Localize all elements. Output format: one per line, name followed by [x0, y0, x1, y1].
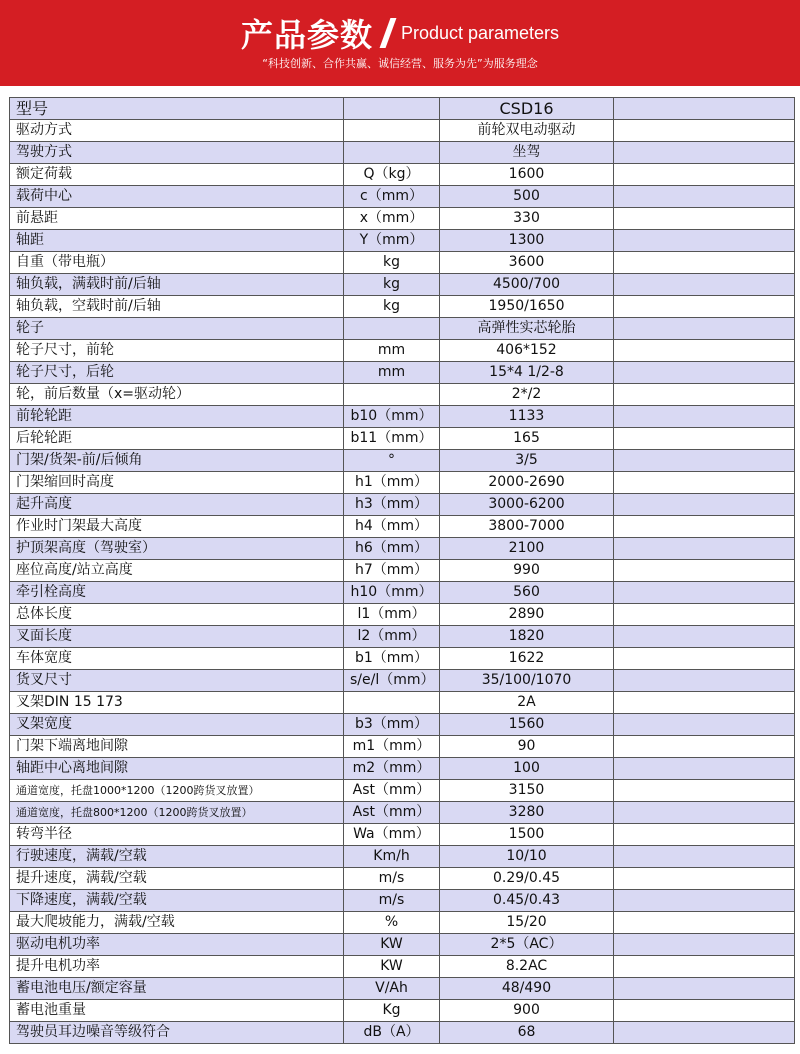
table-row [10, 230, 795, 252]
spec-unit [344, 692, 440, 714]
spec-value: 2*/2 [440, 384, 614, 406]
spec-empty-cell [614, 560, 795, 582]
spec-unit: c（mm） [344, 186, 440, 208]
spec-empty-cell [614, 868, 795, 890]
spec-name: 作业时门架最大高度 [10, 516, 344, 538]
spec-value: 4500/700 [440, 274, 614, 296]
table-row [10, 890, 795, 912]
spec-value: 15/20 [440, 912, 614, 934]
spec-empty-cell [614, 890, 795, 912]
spec-value: 1560 [440, 714, 614, 736]
spec-name: 叉架DIN 15 173 [10, 692, 344, 714]
spec-name: 通道宽度，托盘800*1200（1200跨货叉放置） [10, 802, 344, 824]
table-row [10, 846, 795, 868]
spec-name: 驾驶员耳边噪音等级符合 [10, 1022, 344, 1044]
spec-unit: kg [344, 274, 440, 296]
table-row [10, 208, 795, 230]
spec-value: 2890 [440, 604, 614, 626]
spec-name: 轮子尺寸，后轮 [10, 362, 344, 384]
banner-subtitle: “科技创新、合作共赢、诚信经营、服务为先”为服务理念 [262, 57, 538, 70]
spec-empty-cell [614, 802, 795, 824]
spec-unit: l2（mm） [344, 626, 440, 648]
spec-empty-cell [614, 956, 795, 978]
spec-unit: b11（mm） [344, 428, 440, 450]
spec-empty-cell [614, 186, 795, 208]
spec-name: 载荷中心 [10, 186, 344, 208]
spec-unit: KW [344, 934, 440, 956]
spec-name: 提升电机功率 [10, 956, 344, 978]
spec-empty-cell [614, 824, 795, 846]
spec-name: 驱动方式 [10, 120, 344, 142]
spec-name: 驱动电机功率 [10, 934, 344, 956]
spec-unit: Y（mm） [344, 230, 440, 252]
table-row [10, 670, 795, 692]
table-row [10, 296, 795, 318]
spec-value: 1300 [440, 230, 614, 252]
spec-empty-cell [614, 1000, 795, 1022]
spec-unit: m/s [344, 868, 440, 890]
spec-unit [344, 384, 440, 406]
spec-empty-cell [614, 428, 795, 450]
spec-name: 货叉尺寸 [10, 670, 344, 692]
spec-value: 1622 [440, 648, 614, 670]
spec-name: 总体长度 [10, 604, 344, 626]
spec-name: 蓄电池电压/额定容量 [10, 978, 344, 1000]
spec-value: 68 [440, 1022, 614, 1044]
spec-empty-cell [614, 582, 795, 604]
spec-table [9, 97, 795, 1044]
table-row [10, 274, 795, 296]
spec-value: 0.29/0.45 [440, 868, 614, 890]
spec-unit [344, 318, 440, 340]
spec-empty-cell [614, 164, 795, 186]
spec-empty-cell [614, 912, 795, 934]
table-row [10, 120, 795, 142]
spec-name: 牵引栓高度 [10, 582, 344, 604]
table-row [10, 186, 795, 208]
spec-unit: kg [344, 252, 440, 274]
spec-empty-cell [614, 274, 795, 296]
spec-name: 轮，前后数量（x=驱动轮） [10, 384, 344, 406]
table-row [10, 692, 795, 714]
slash-icon [380, 18, 397, 48]
spec-value: 1133 [440, 406, 614, 428]
table-row [10, 428, 795, 450]
table-row [10, 362, 795, 384]
spec-value: CSD16 [440, 98, 614, 120]
spec-name: 下降速度，满载/空载 [10, 890, 344, 912]
spec-name: 轮子 [10, 318, 344, 340]
spec-name: 额定荷载 [10, 164, 344, 186]
table-row [10, 956, 795, 978]
table-row [10, 824, 795, 846]
table-row [10, 472, 795, 494]
table-row [10, 142, 795, 164]
spec-empty-cell [614, 714, 795, 736]
spec-name: 自重（带电瓶） [10, 252, 344, 274]
spec-value: 900 [440, 1000, 614, 1022]
spec-name: 护顶架高度（驾驶室） [10, 538, 344, 560]
spec-value: 3280 [440, 802, 614, 824]
spec-unit: h6（mm） [344, 538, 440, 560]
spec-value: 48/490 [440, 978, 614, 1000]
table-row [10, 1000, 795, 1022]
spec-name: 轴负载，空载时前/后轴 [10, 296, 344, 318]
spec-value: 35/100/1070 [440, 670, 614, 692]
spec-unit: h7（mm） [344, 560, 440, 582]
spec-unit: m1（mm） [344, 736, 440, 758]
spec-empty-cell [614, 406, 795, 428]
table-row [10, 912, 795, 934]
spec-unit: % [344, 912, 440, 934]
spec-value: 3600 [440, 252, 614, 274]
table-row [10, 934, 795, 956]
spec-unit: Kg [344, 1000, 440, 1022]
spec-unit: m/s [344, 890, 440, 912]
spec-value: 15*4 1/2-8 [440, 362, 614, 384]
spec-unit: mm [344, 340, 440, 362]
spec-name: 行驶速度，满载/空载 [10, 846, 344, 868]
table-row [10, 516, 795, 538]
table-row [10, 604, 795, 626]
spec-empty-cell [614, 230, 795, 252]
spec-empty-cell [614, 626, 795, 648]
table-row [10, 450, 795, 472]
spec-name: 驾驶方式 [10, 142, 344, 164]
spec-name: 前轮轮距 [10, 406, 344, 428]
spec-value: 1500 [440, 824, 614, 846]
spec-name: 后轮轮距 [10, 428, 344, 450]
table-row [10, 802, 795, 824]
spec-name: 提升速度，满载/空载 [10, 868, 344, 890]
spec-empty-cell [614, 318, 795, 340]
spec-unit: kg [344, 296, 440, 318]
spec-name: 门架下端离地间隙 [10, 736, 344, 758]
table-row [10, 780, 795, 802]
spec-value: 10/10 [440, 846, 614, 868]
spec-empty-cell [614, 846, 795, 868]
spec-name: 叉架宽度 [10, 714, 344, 736]
table-row [10, 98, 795, 120]
spec-value: 前轮双电动驱动 [440, 120, 614, 142]
spec-value: 2000-2690 [440, 472, 614, 494]
spec-name: 轴距中心离地间隙 [10, 758, 344, 780]
spec-value: 2*5（AC） [440, 934, 614, 956]
spec-value: 高弹性实芯轮胎 [440, 318, 614, 340]
spec-value: 坐驾 [440, 142, 614, 164]
spec-unit: mm [344, 362, 440, 384]
spec-unit [344, 142, 440, 164]
spec-empty-cell [614, 934, 795, 956]
table-row [10, 714, 795, 736]
spec-unit: h4（mm） [344, 516, 440, 538]
spec-value: 2100 [440, 538, 614, 560]
spec-name: 轴负载，满载时前/后轴 [10, 274, 344, 296]
spec-empty-cell [614, 296, 795, 318]
spec-value: 165 [440, 428, 614, 450]
spec-empty-cell [614, 120, 795, 142]
spec-empty-cell [614, 604, 795, 626]
table-row [10, 494, 795, 516]
spec-name: 起升高度 [10, 494, 344, 516]
spec-unit: b3（mm） [344, 714, 440, 736]
spec-value: 8.2AC [440, 956, 614, 978]
spec-value: 3000-6200 [440, 494, 614, 516]
spec-name: 门架/货架-前/后倾角 [10, 450, 344, 472]
spec-unit: Wa（mm） [344, 824, 440, 846]
spec-value: 560 [440, 582, 614, 604]
spec-value: 3150 [440, 780, 614, 802]
page-title-en: Product parameters [400, 22, 560, 43]
spec-unit: b10（mm） [344, 406, 440, 428]
spec-value: 2A [440, 692, 614, 714]
spec-name: 通道宽度，托盘1000*1200（1200跨货叉放置） [10, 780, 344, 802]
table-row [10, 318, 795, 340]
spec-empty-cell [614, 450, 795, 472]
spec-unit: x（mm） [344, 208, 440, 230]
spec-unit: ° [344, 450, 440, 472]
table-row [10, 582, 795, 604]
spec-unit: Q（kg） [344, 164, 440, 186]
spec-unit [344, 120, 440, 142]
spec-name: 轴距 [10, 230, 344, 252]
header-banner [0, 0, 800, 86]
spec-value: 330 [440, 208, 614, 230]
spec-value: 500 [440, 186, 614, 208]
spec-unit: h10（mm） [344, 582, 440, 604]
table-row [10, 648, 795, 670]
spec-unit: h3（mm） [344, 494, 440, 516]
table-row [10, 538, 795, 560]
table-row [10, 626, 795, 648]
spec-name: 门架缩回时高度 [10, 472, 344, 494]
table-row [10, 758, 795, 780]
spec-empty-cell [614, 340, 795, 362]
spec-value: 1600 [440, 164, 614, 186]
spec-value: 90 [440, 736, 614, 758]
spec-unit: KW [344, 956, 440, 978]
spec-unit: s/e/l（mm） [344, 670, 440, 692]
spec-name: 型号 [10, 98, 344, 120]
table-row [10, 340, 795, 362]
spec-empty-cell [614, 758, 795, 780]
spec-value: 1820 [440, 626, 614, 648]
spec-value: 100 [440, 758, 614, 780]
spec-unit: h1（mm） [344, 472, 440, 494]
spec-empty-cell [614, 780, 795, 802]
table-row [10, 164, 795, 186]
table-row [10, 406, 795, 428]
spec-empty-cell [614, 516, 795, 538]
spec-value: 3800-7000 [440, 516, 614, 538]
spec-empty-cell [614, 978, 795, 1000]
spec-value: 990 [440, 560, 614, 582]
spec-empty-cell [614, 252, 795, 274]
spec-unit: l1（mm） [344, 604, 440, 626]
spec-empty-cell [614, 98, 795, 120]
spec-empty-cell [614, 362, 795, 384]
spec-unit: b1（mm） [344, 648, 440, 670]
spec-empty-cell [614, 692, 795, 714]
spec-empty-cell [614, 1022, 795, 1044]
spec-value: 0.45/0.43 [440, 890, 614, 912]
spec-table-body [10, 98, 795, 1044]
table-row [10, 868, 795, 890]
spec-unit [344, 98, 440, 120]
spec-empty-cell [614, 142, 795, 164]
spec-empty-cell [614, 494, 795, 516]
spec-name: 转弯半径 [10, 824, 344, 846]
banner-title [0, 10, 800, 56]
spec-empty-cell [614, 208, 795, 230]
spec-empty-cell [614, 384, 795, 406]
spec-value: 1950/1650 [440, 296, 614, 318]
spec-name: 蓄电池重量 [10, 1000, 344, 1022]
table-row [10, 384, 795, 406]
spec-unit: Km/h [344, 846, 440, 868]
spec-name: 前悬距 [10, 208, 344, 230]
spec-unit: V/Ah [344, 978, 440, 1000]
spec-value: 406*152 [440, 340, 614, 362]
spec-unit: Ast（mm） [344, 802, 440, 824]
spec-unit: dB（A） [344, 1022, 440, 1044]
table-row [10, 252, 795, 274]
spec-unit: m2（mm） [344, 758, 440, 780]
spec-empty-cell [614, 538, 795, 560]
spec-name: 轮子尺寸，前轮 [10, 340, 344, 362]
page-title: 产品参数 [240, 16, 373, 54]
spec-name: 最大爬坡能力，满载/空载 [10, 912, 344, 934]
table-row [10, 1022, 795, 1044]
table-row [10, 736, 795, 758]
table-row [10, 560, 795, 582]
spec-name: 叉面长度 [10, 626, 344, 648]
spec-value: 3/5 [440, 450, 614, 472]
spec-unit: Ast（mm） [344, 780, 440, 802]
spec-empty-cell [614, 648, 795, 670]
spec-empty-cell [614, 472, 795, 494]
table-row [10, 978, 795, 1000]
spec-name: 车体宽度 [10, 648, 344, 670]
spec-empty-cell [614, 736, 795, 758]
spec-empty-cell [614, 670, 795, 692]
spec-name: 座位高度/站立高度 [10, 560, 344, 582]
